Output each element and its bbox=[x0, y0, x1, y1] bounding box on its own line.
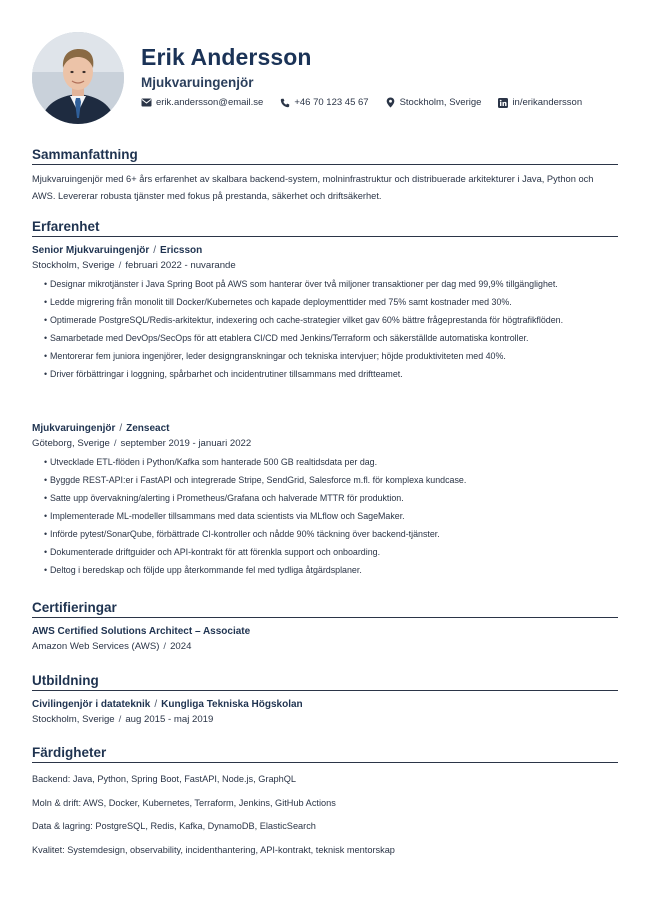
separator: / bbox=[113, 438, 117, 449]
contact-location bbox=[385, 97, 482, 108]
list-item: • Mentorerar fem juniora ingenjörer, leder designgranskningar och tekniska intervjuer; höjde produktiviteten med 40%. bbox=[50, 349, 618, 364]
job-role: Senior Mjukvaruingenjör bbox=[32, 245, 150, 256]
certifications-heading: Certifieringar bbox=[32, 600, 618, 618]
list-item: • Införde pytest/SonarQube, förbättrade CI-kontroller och nådde 90% täckning över backend-tjänster. bbox=[50, 527, 618, 542]
job-meta-line bbox=[32, 258, 618, 273]
summary-text: Mjukvaruingenjör med 6+ års erfarenhet av skalbara backend-system, molninfrastruktur och distribuerade arkitekturer i Java, Python och AWS. Levererar robusta tjänster med fokus på prestanda, säkerhet och driftsäkerhet. bbox=[32, 174, 594, 201]
separator: / bbox=[118, 260, 122, 271]
list-item: • Satte upp övervakning/alerting i Prometheus/Grafana och halverade MTTR för produktion. bbox=[50, 491, 618, 506]
list-item: • Ledde migrering från monolit till Docker/Kubernetes och kapade deploymenttider med 75% samt kostnader med 30%. bbox=[50, 295, 618, 310]
job-role: Mjukvaruingenjör bbox=[32, 423, 116, 434]
job-company: Ericsson bbox=[160, 245, 203, 256]
job-company: Zenseact bbox=[126, 423, 170, 434]
education-meta-line bbox=[32, 712, 618, 727]
separator: / bbox=[163, 641, 167, 652]
summary-heading: Sammanfattning bbox=[32, 147, 618, 165]
job-bullets bbox=[32, 455, 618, 578]
job-meta-line bbox=[32, 436, 618, 451]
skills-section bbox=[32, 745, 618, 866]
contact-linkedin[interactable] bbox=[497, 97, 582, 108]
separator: / bbox=[154, 699, 158, 710]
list-item: • Optimerade PostgreSQL/Redis-arkitektur, indexering och cache-strategier vilket gav 60% bättre frågeprestanda för högtrafikflöden. bbox=[50, 313, 618, 328]
contact-linkedin-text: in/erikandersson bbox=[512, 97, 583, 108]
education-title-line bbox=[32, 697, 618, 712]
education-period: aug 2015 - maj 2019 bbox=[125, 714, 214, 725]
profile-photo bbox=[32, 32, 124, 124]
experience-section bbox=[32, 219, 618, 385]
candidate-title: Mjukvaruingenjör bbox=[141, 75, 254, 90]
certifications-section bbox=[32, 600, 618, 658]
contact-phone-text: +46 70 123 45 67 bbox=[294, 97, 369, 108]
job-period: februari 2022 - nuvarande bbox=[125, 260, 236, 271]
certification-name: AWS Certified Solutions Architect – Associate bbox=[32, 626, 251, 637]
job-entry-2 bbox=[32, 421, 618, 581]
contact-email[interactable] bbox=[141, 97, 263, 108]
skills-heading: Färdigheter bbox=[32, 745, 618, 763]
phone-icon bbox=[279, 97, 290, 108]
location-pin-icon bbox=[385, 97, 396, 108]
list-item: • Implementerade ML-modeller tillsammans med data scientists via MLflow och SageMaker. bbox=[50, 509, 618, 524]
list-item: • Byggde REST-API:er i FastAPI och integrerade Stripe, SendGrid, Salesforce m.fl. för komplexa kundcase. bbox=[50, 473, 618, 488]
list-item: • Samarbetade med DevOps/SecOps för att etablera CI/CD med Jenkins/Terraform och säkerställde automatiska kontroller. bbox=[50, 331, 618, 346]
education-school: Kungliga Tekniska Högskolan bbox=[161, 699, 303, 710]
education-degree: Civilingenjör i datateknik bbox=[32, 699, 151, 710]
job-period: september 2019 - januari 2022 bbox=[120, 438, 252, 449]
contact-location-text: Stockholm, Sverige bbox=[399, 97, 482, 108]
job-entry bbox=[32, 243, 618, 382]
contact-phone[interactable] bbox=[279, 97, 368, 108]
linkedin-icon bbox=[497, 97, 508, 108]
separator: / bbox=[119, 423, 123, 434]
job-location: Stockholm, Sverige bbox=[32, 260, 115, 271]
skill-line: Kvalitet: Systemdesign, observability, incidenthantering, API-kontrakt, teknisk mentorskap bbox=[32, 844, 395, 855]
list-item: • Driver förbättringar i loggning, spårbarhet och incidentrutiner tillsammans med driftteamet. bbox=[50, 367, 618, 382]
skill-line: Moln & drift: AWS, Docker, Kubernetes, Terraform, Jenkins, GitHub Actions bbox=[32, 797, 336, 808]
job-location: Göteborg, Sverige bbox=[32, 438, 110, 449]
skill-line: Backend: Java, Python, Spring Boot, FastAPI, Node.js, GraphQL bbox=[32, 774, 297, 784]
separator: / bbox=[153, 245, 157, 256]
certification-issuer: Amazon Web Services (AWS) bbox=[32, 641, 160, 652]
mail-icon bbox=[141, 97, 152, 108]
contact-email-text: erik.andersson@email.se bbox=[156, 97, 264, 108]
education-section bbox=[32, 673, 618, 731]
education-location: Stockholm, Sverige bbox=[32, 714, 115, 725]
list-item: • Dokumenterade driftguider och API-kontrakt för att förenkla support och onboarding. bbox=[50, 545, 618, 560]
separator: / bbox=[118, 714, 122, 725]
list-item: • Designar mikrotjänster i Java Spring Boot på AWS som hanterar över två miljoner transaktioner per dag med 99,9% tillgänglighet. bbox=[50, 277, 618, 292]
certification-meta bbox=[32, 639, 618, 654]
list-item: • Utvecklade ETL-flöden i Python/Kafka som hanterade 500 GB realtidsdata per dag. bbox=[50, 455, 618, 470]
skill-line: Data & lagring: PostgreSQL, Redis, Kafka, DynamoDB, ElasticSearch bbox=[32, 821, 316, 831]
job-title-line bbox=[32, 243, 618, 258]
certification-year: 2024 bbox=[170, 641, 192, 652]
job-title-line bbox=[32, 421, 618, 436]
experience-heading: Erfarenhet bbox=[32, 219, 618, 237]
education-heading: Utbildning bbox=[32, 673, 618, 691]
summary-section bbox=[32, 147, 618, 205]
list-item: • Deltog i beredskap och följde upp återkommande fel med tydliga åtgärdsplaner. bbox=[50, 563, 618, 578]
job-bullets bbox=[32, 277, 618, 382]
resume-header bbox=[32, 32, 618, 128]
contact-bar bbox=[141, 97, 582, 108]
candidate-name: Erik Andersson bbox=[141, 44, 312, 70]
